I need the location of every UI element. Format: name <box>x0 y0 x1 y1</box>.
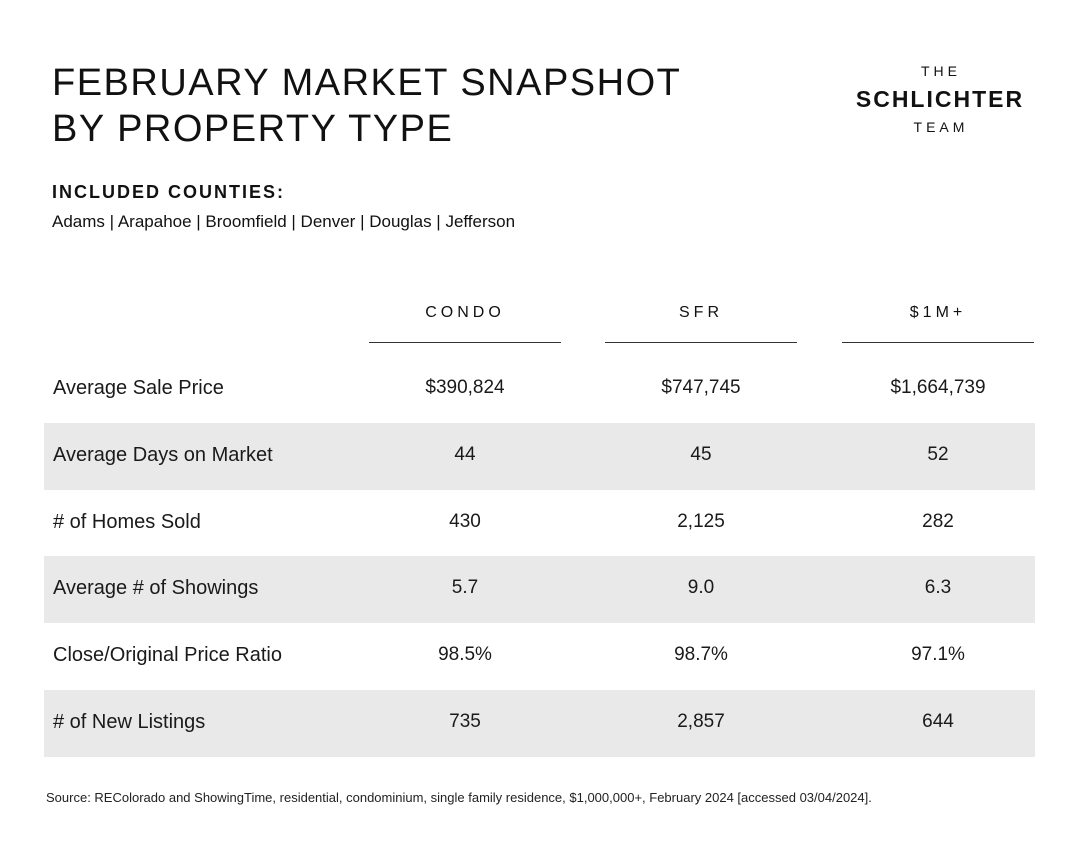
counties-heading: INCLUDED COUNTIES: <box>52 182 285 202</box>
team-logo <box>840 62 1038 136</box>
column-rule-1m-plus <box>842 342 1034 343</box>
cell-1m-plus: 644 <box>922 710 954 732</box>
cell-sfr: 2,125 <box>677 510 725 532</box>
logo-name: SCHLICHTER <box>855 86 1025 112</box>
cell-1m-plus: 97.1% <box>911 644 965 666</box>
row-label: Average Sale Price <box>53 377 224 399</box>
cell-condo: 98.5% <box>438 644 492 666</box>
column-header-condo: CONDO <box>425 304 505 321</box>
column-header-1m-plus: $1M+ <box>909 304 967 321</box>
logo-the: THE <box>921 63 961 79</box>
cell-sfr: 45 <box>690 443 712 465</box>
cell-sfr: 2,857 <box>677 710 725 732</box>
market-table <box>44 356 1035 757</box>
cell-1m-plus: 282 <box>922 510 954 532</box>
cell-condo: 735 <box>449 710 481 732</box>
table-row-homes-sold <box>44 490 1035 557</box>
page-title-line-1: FEBRUARY MARKET SNAPSHOT <box>52 62 682 104</box>
cell-condo: 430 <box>449 510 481 532</box>
table-row-new-listings <box>44 690 1035 757</box>
column-header-sfr: SFR <box>679 304 723 321</box>
row-label: # of Homes Sold <box>53 510 201 533</box>
table-row-average-days-on-market <box>44 423 1035 490</box>
page-title-line-2: BY PROPERTY TYPE <box>52 108 454 150</box>
page-title <box>52 60 681 152</box>
source-note: Source: REColorado and ShowingTime, residential, condominium, single family residence, $1,000,000+, February 2024 [accessed 03/04/2024]. <box>46 790 872 805</box>
cell-sfr: 9.0 <box>687 577 715 599</box>
cell-condo: 44 <box>454 443 476 465</box>
cell-1m-plus: $1,664,739 <box>890 377 986 398</box>
cell-sfr: 98.7% <box>674 644 728 666</box>
cell-condo: 5.7 <box>451 577 479 599</box>
logo-team: TEAM <box>913 119 969 135</box>
cell-condo: $390,824 <box>425 377 505 398</box>
column-rule-sfr <box>605 342 797 343</box>
counties-list: Adams | Arapahoe | Broomfield | Denver | Douglas | Jefferson <box>52 212 516 231</box>
row-label: # of New Listings <box>53 710 206 733</box>
row-label: Average # of Showings <box>53 577 259 600</box>
table-row-average-sale-price <box>44 356 1035 423</box>
row-label: Average Days on Market <box>53 443 273 466</box>
column-rule-condo <box>369 342 561 343</box>
table-row-average-showings <box>44 556 1035 623</box>
cell-sfr: $747,745 <box>661 377 741 398</box>
cell-1m-plus: 6.3 <box>924 577 952 599</box>
cell-1m-plus: 52 <box>927 443 949 465</box>
table-row-close-original-price-ratio <box>44 623 1035 690</box>
row-label: Close/Original Price Ratio <box>53 644 282 667</box>
